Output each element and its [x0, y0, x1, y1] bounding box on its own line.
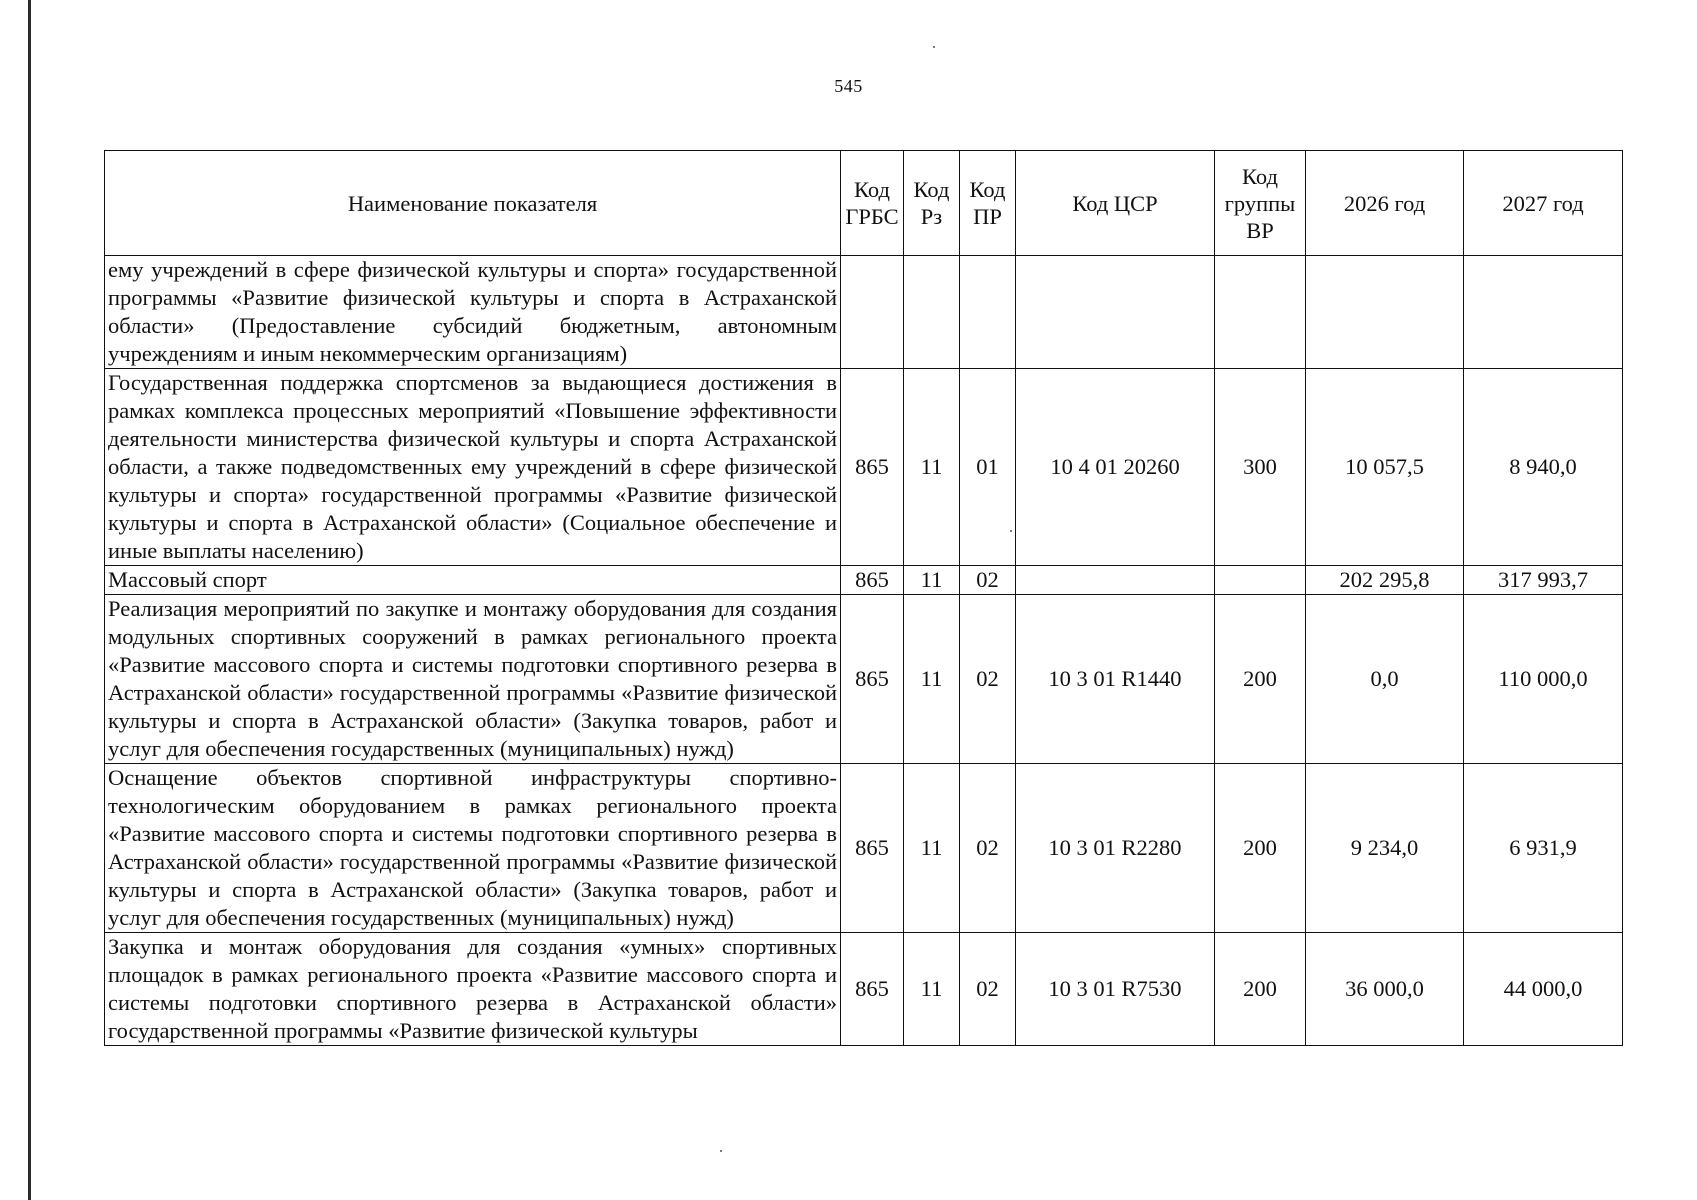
row-2026: 0,0	[1306, 595, 1464, 764]
row-csr	[1016, 256, 1215, 369]
table-header	[105, 151, 1623, 256]
row-2027: 110 000,0	[1464, 595, 1623, 764]
row-2027: 8 940,0	[1464, 369, 1623, 566]
row-vr: 200	[1215, 595, 1306, 764]
scan-speck	[933, 46, 935, 48]
table-row	[105, 369, 1623, 566]
row-pr: 01	[960, 369, 1016, 566]
header-name: Наименование показателя	[105, 151, 841, 256]
row-2026: 202 295,8	[1306, 566, 1464, 595]
scan-speck	[720, 1150, 722, 1152]
row-name: ему учреждений в сфере физической культуры и спорта» государственной программы «Развитие физической культуры и спорта в Астраханской области» (Предоставление субсидий бюджетным, автономным учреждениям и иным некоммерческим организациям)	[105, 256, 841, 369]
row-2027: 6 931,9	[1464, 764, 1623, 933]
row-rz: 11	[904, 764, 960, 933]
row-csr: 10 3 01 R1440	[1016, 595, 1215, 764]
row-grbs: 865	[841, 933, 904, 1046]
row-pr	[960, 256, 1016, 369]
row-csr	[1016, 566, 1215, 595]
row-name: Массовый спорт	[105, 566, 841, 595]
row-2027: 44 000,0	[1464, 933, 1623, 1046]
row-grbs: 865	[841, 369, 904, 566]
row-vr	[1215, 566, 1306, 595]
row-vr: 200	[1215, 933, 1306, 1046]
table-row	[105, 764, 1623, 933]
row-name: Реализация мероприятий по закупке и монтажу оборудования для создания модульных спортивных сооружений в рамках регионального проекта «Развитие массового спорта и системы подготовки спортивного резерва в Астраханской области» государственной программы «Развитие физической культуры и спорта в Астраханской области» (Закупка товаров, работ и услуг для обеспечения государственных (муниципальных) нужд)	[105, 595, 841, 764]
row-csr: 10 3 01 R7530	[1016, 933, 1215, 1046]
row-2027	[1464, 256, 1623, 369]
header-rz: Код Рз	[904, 151, 960, 256]
row-2026: 9 234,0	[1306, 764, 1464, 933]
header-2026: 2026 год	[1306, 151, 1464, 256]
row-2027: 317 993,7	[1464, 566, 1623, 595]
row-rz	[904, 256, 960, 369]
page-number: 545	[834, 76, 863, 96]
row-name: Оснащение объектов спортивной инфраструктуры спортивно-технологическим оборудованием в рамках регионального проекта «Развитие массового спорта и системы подготовки спортивного резерва в Астраханской области» государственной программы «Развитие физической культуры и спорта в Астраханской области» (Закупка товаров, работ и услуг для обеспечения государственных (муниципальных) нужд)	[105, 764, 841, 933]
row-2026: 36 000,0	[1306, 933, 1464, 1046]
row-grbs: 865	[841, 595, 904, 764]
row-rz: 11	[904, 933, 960, 1046]
row-csr: 10 3 01 R2280	[1016, 764, 1215, 933]
header-vr: Код группы ВР	[1215, 151, 1306, 256]
row-rz: 11	[904, 566, 960, 595]
row-rz: 11	[904, 369, 960, 566]
table-row	[105, 595, 1623, 764]
row-name: Государственная поддержка спортсменов за выдающиеся достижения в рамках комплекса процессных мероприятий «Повышение эффективности деятельности министерства физической культуры и спорта Астраханской области, а также подведомственных ему учреждений в сфере физической культуры и спорта» государственной программы «Развитие физической культуры и спорта в Астраханской области» (Социальное обеспечение и иные выплаты населению)	[105, 369, 841, 566]
row-name: Закупка и монтаж оборудования для создания «умных» спортивных площадок в рамках регионального проекта «Развитие массового спорта и системы подготовки спортивного резерва в Астраханской области» государственной программы «Развитие физической культуры	[105, 933, 841, 1046]
header-pr: Код ПР	[960, 151, 1016, 256]
row-pr: 02	[960, 566, 1016, 595]
row-2026: 10 057,5	[1306, 369, 1464, 566]
header-csr: Код ЦСР	[1016, 151, 1215, 256]
row-csr: 10 4 01 20260	[1016, 369, 1215, 566]
row-grbs: 865	[841, 764, 904, 933]
row-vr: 200	[1215, 764, 1306, 933]
row-pr: 02	[960, 933, 1016, 1046]
row-rz: 11	[904, 595, 960, 764]
row-2026	[1306, 256, 1464, 369]
table-body	[105, 256, 1623, 1046]
row-vr: 300	[1215, 369, 1306, 566]
header-grbs: Код ГРБС	[841, 151, 904, 256]
budget-table	[104, 150, 1623, 1046]
header-2027: 2027 год	[1464, 151, 1623, 256]
row-pr: 02	[960, 595, 1016, 764]
table-row	[105, 933, 1623, 1046]
table-row	[105, 566, 1623, 595]
scan-edge-line	[28, 0, 31, 1200]
row-grbs: 865	[841, 566, 904, 595]
row-grbs	[841, 256, 904, 369]
row-vr	[1215, 256, 1306, 369]
table-row	[105, 256, 1623, 369]
row-pr: 02	[960, 764, 1016, 933]
